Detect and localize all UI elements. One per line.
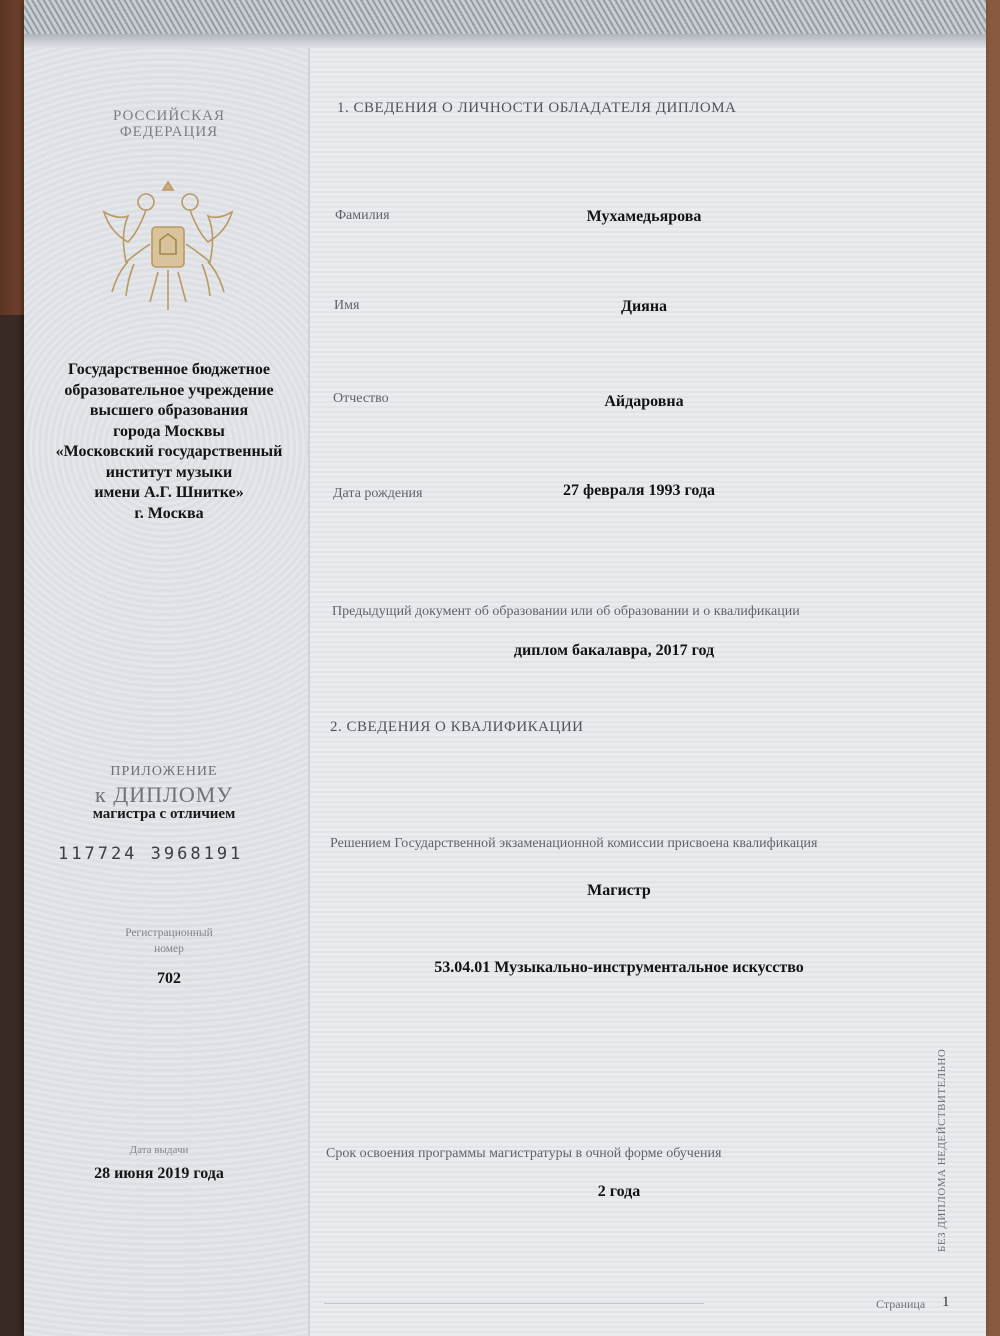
column-divider (308, 48, 310, 1336)
registration-number: 702 (157, 970, 181, 987)
page-number: 1 (942, 1294, 950, 1310)
registration-label (94, 925, 244, 957)
specialty-value: 53.04.01 Музыкально-инструментальное искусство (434, 959, 804, 976)
issue-date-label: Дата выдачи (129, 1144, 189, 1156)
russian-coat-of-arms-icon (98, 172, 238, 322)
country-name (74, 108, 264, 140)
issue-date: 28 июня 2019 года (94, 1165, 224, 1182)
surname-label: Фамилия (335, 208, 390, 223)
section2-title: 2. СВЕДЕНИЯ О КВАЛИФИКАЦИИ (330, 719, 584, 735)
institution-line: «Московский государственный (55, 443, 283, 460)
birth-date-value: 27 февраля 1993 года (563, 482, 715, 499)
country-line: РОССИЙСКАЯ (112, 108, 226, 124)
annex-title: ПРИЛОЖЕНИЕ (110, 764, 218, 779)
validity-note (936, 1020, 958, 1252)
institution-line: образовательное учреждение (64, 381, 274, 399)
section1-title: 1. СВЕДЕНИЯ О ЛИЧНОСТИ ОБЛАДАТЕЛЯ ДИПЛОМА (337, 100, 737, 116)
country-line: ФЕДЕРАЦИЯ (119, 124, 219, 140)
previous-document-label: Предыдущий документ об образовании или об образовании и о квалификации (332, 604, 800, 619)
institution-line: города Москвы (113, 422, 225, 440)
name-value: Дияна (620, 298, 668, 315)
page-label: Страница (876, 1297, 926, 1311)
annex-subtitle: к ДИПЛОМУ (95, 782, 233, 807)
institution-line: высшего образования (89, 402, 249, 419)
name-label: Имя (334, 298, 360, 313)
registration-label-line: Регистрационный (125, 927, 213, 939)
institution-line: г. Москва (134, 504, 204, 522)
qualification-value: Магистр (587, 882, 651, 899)
degree-type: магистра с отличием (92, 806, 236, 822)
diploma-supplement-page (24, 0, 986, 1336)
surname-value: Мухамедьярова (586, 208, 702, 225)
study-duration-value: 2 года (597, 1183, 641, 1200)
previous-document-value: диплом бакалавра, 2017 год (513, 642, 715, 659)
registration-label-line: номер (154, 943, 184, 955)
qualification-decision-label: Решением Государственной экзаменационной комиссии присвоена квалификация (330, 836, 818, 851)
security-pattern-band (24, 0, 986, 48)
birth-date-label: Дата рождения (333, 486, 423, 501)
serial-number: 117724 3968191 (58, 844, 244, 864)
institution-line: институт музыки (105, 463, 233, 481)
validity-note-text: БЕЗ ДИПЛОМА НЕДЕЙСТВИТЕЛЬНО (936, 1048, 948, 1252)
right-column (309, 48, 986, 1336)
institution-line: Государственное бюджетное (68, 361, 270, 378)
institution-name (38, 360, 300, 524)
bottom-rule (324, 1303, 704, 1304)
patronymic-label: Отчество (333, 391, 389, 406)
study-duration-label: Срок освоения программы магистратуры в очной форме обучения (326, 1146, 722, 1161)
institution-line: имени А.Г. Шнитке» (94, 484, 244, 501)
patronymic-value: Айдаровна (604, 393, 684, 410)
